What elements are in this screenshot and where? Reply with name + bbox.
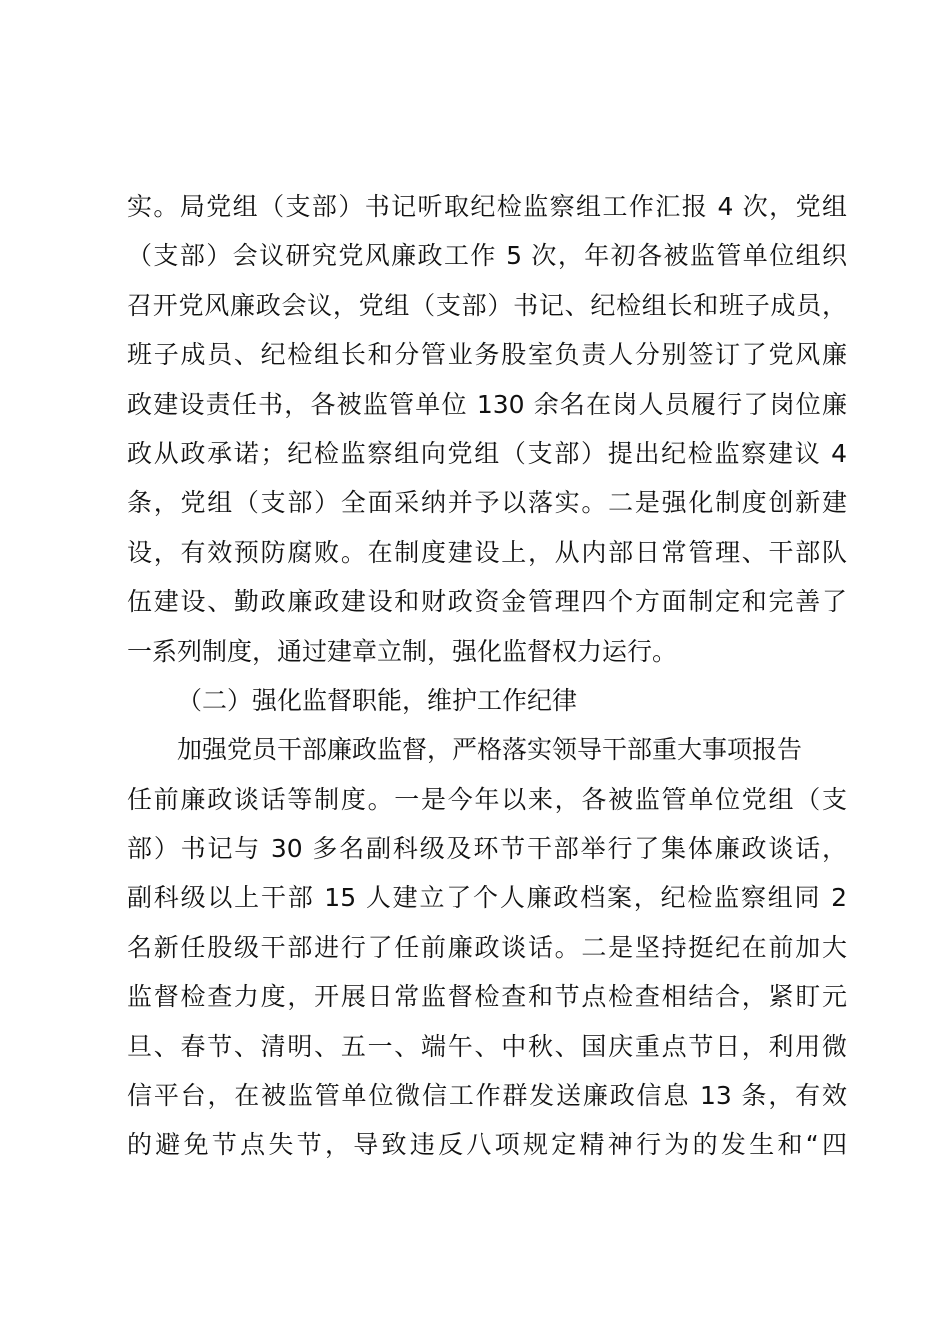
- text-line: 一系列制度，通过建章立制，强化监督权力运行。: [127, 636, 678, 666]
- heading-text: （二）强化监督职能，维护工作纪律: [177, 685, 578, 715]
- text-line: 班子成员、纪检组长和分管业务股室负责人分别签订了党风廉: [127, 340, 847, 370]
- text-line: 政建设责任书，各被监管单位 130 余名在岗人员履行了岗位廉: [127, 389, 847, 419]
- section-heading: [127, 681, 847, 730]
- text-line: 副科级以上干部 15 人建立了个人廉政档案，纪检监察组同 2: [127, 883, 847, 913]
- text-line: 部）书记与 30 多名副科级及环节干部举行了集体廉政谈话，: [127, 834, 847, 864]
- text-line: 任前廉政谈话等制度。一是今年以来，各被监管单位党组（支: [127, 784, 847, 814]
- paragraph-responsibility-system: [127, 187, 847, 681]
- text-line: 名新任股级干部进行了任前廉政谈话。二是坚持挺纪在前加大: [127, 932, 847, 962]
- paragraph-supervision: [127, 730, 847, 1175]
- text-line: 条，党组（支部）全面采纳并予以落实。二是强化制度创新建: [127, 488, 847, 518]
- text-line: 实。局党组（支部）书记听取纪检监察组工作汇报 4 次，党组: [127, 192, 847, 221]
- text-line: 政从政承诺；纪检监察组向党组（支部）提出纪检监察建议 4: [127, 438, 847, 468]
- text-line: 召开党风廉政会议，党组（支部）书记、纪检组长和班子成员，: [127, 290, 847, 320]
- text-line: （支部）会议研究党风廉政工作 5 次，年初各被监管单位组织: [127, 241, 847, 271]
- text-line: 伍建设、勤政廉政建设和财政资金管理四个方面制定和完善了: [127, 587, 847, 617]
- text-line: 设，有效预防腐败。在制度建设上，从内部日常管理、干部队: [127, 537, 847, 567]
- text-line: 旦、春节、清明、五一、端午、中秋、国庆重点节日，利用微: [127, 1031, 847, 1061]
- text-line: 的避免节点失节，导致违反八项规定精神行为的发生和“四: [127, 1130, 847, 1160]
- text-line: 加强党员干部廉政监督，严格落实领导干部重大事项报告: [177, 735, 803, 765]
- document-body: [127, 187, 847, 1175]
- text-line: 信平台，在被监管单位微信工作群发送廉政信息 13 条，有效: [127, 1081, 847, 1111]
- text-line: 监督检查力度，开展日常监督检查和节点检查相结合，紧盯元: [127, 982, 847, 1012]
